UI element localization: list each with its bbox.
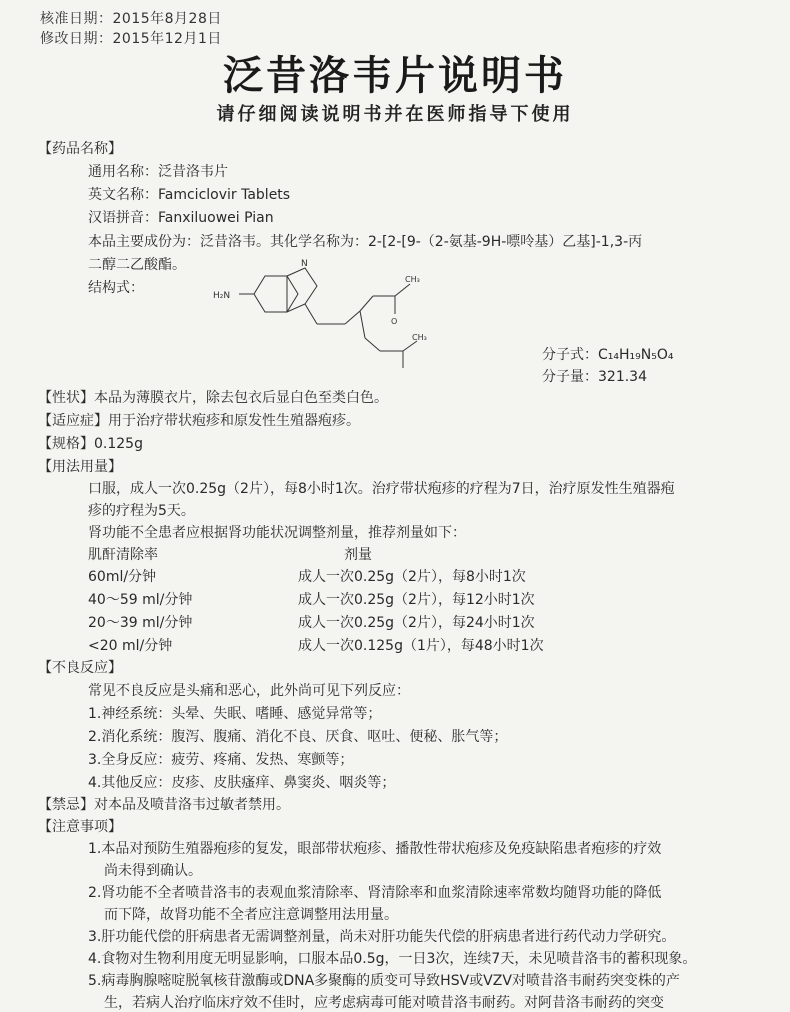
precaution-line-8: 生，若病人治疗临床疗效不佳时，应考虑病毒可能对喷昔洛韦耐药。对阿昔洛韦耐药的突变 (104, 995, 664, 1011)
col-dose-header: 剂量 (344, 547, 372, 563)
dose-4: 成人一次0.125g（1片），每48小时1次 (298, 638, 544, 654)
indications-text: 用于治疗带状疱疹和原发性生殖器疱疹。 (108, 413, 360, 429)
molecular-formula: 分子式：C₁₄H₁₉N₅O₄ (542, 347, 674, 363)
contra-text: 对本品及喷昔洛韦过敏者禁用。 (94, 797, 290, 813)
indications-row (38, 412, 360, 430)
properties-heading: 【性状】 (38, 390, 94, 406)
struct-ch3-1: CH₃ (405, 275, 420, 284)
dose-3: 成人一次0.25g（2片），每24小时1次 (298, 615, 535, 631)
contra-heading: 【禁忌】 (38, 797, 94, 813)
spec-row (38, 435, 143, 453)
properties-text: 本品为薄膜衣片，除去包衣后显白色至类白色。 (94, 390, 388, 406)
dosage-line-2: 疹的疗程为5天。 (88, 503, 195, 519)
page-subtitle: 请仔细阅读说明书并在医师指导下使用 (216, 104, 574, 125)
precaution-line-1: 1.本品对预防生殖器疱疹的复发，眼部带状疱疹、播散性带状疱疹及免疫缺陷患者疱疹的疗效 (88, 841, 662, 857)
ingredient-line-1: 本品主要成份为：泛昔洛韦。其化学名称为：2-[2-[9-（2-氨基-9H-嘌呤基）乙基]-1,3-丙 (88, 234, 643, 250)
structural-formula (205, 256, 435, 376)
dosage-line-1: 口服，成人一次0.25g（2片），每8小时1次。治疗带状疱疹的疗程为7日，治疗原发性生殖器疱 (88, 481, 675, 497)
indications-heading: 【适应症】 (38, 413, 108, 429)
precaution-line-5: 3.肝功能代偿的肝病患者无需调整剂量，尚未对肝功能失代偿的肝病患者进行药代动力学研究。 (88, 929, 676, 945)
molecular-weight: 分子量：321.34 (542, 369, 647, 385)
properties-row (38, 389, 388, 407)
dosage-heading: 【用法用量】 (38, 459, 122, 475)
dose-2: 成人一次0.25g（2片），每12小时1次 (298, 592, 535, 608)
clearance-4: <20 ml/分钟 (88, 638, 173, 654)
dose-1: 成人一次0.25g（2片），每8小时1次 (298, 569, 526, 585)
ingredient-line-2: 二醇二乙酸酯。 (88, 257, 186, 273)
adverse-item-3: 3.全身反应：疲劳、疼痛、发热、寒颤等； (88, 752, 354, 768)
precautions-heading: 【注意事项】 (38, 819, 122, 835)
renal-intro: 肾功能不全患者应根据肾功能状况调整剂量，推荐剂量如下： (88, 525, 466, 541)
precaution-line-6: 4.食物对生物利用度无明显影响，口服本品0.5g，一日3次，连续7天，未见喷昔洛韦的蓄积现象。 (88, 951, 697, 967)
struct-h2n: H₂N (213, 291, 231, 301)
col-clearance-header: 肌酐清除率 (88, 547, 158, 563)
structure-label: 结构式： (88, 280, 144, 296)
adverse-heading: 【不良反应】 (38, 660, 122, 676)
precaution-line-4: 而下降，故肾功能不全者应注意调整用法用量。 (104, 907, 398, 923)
adverse-item-2: 2.消化系统：腹泻、腹痛、消化不良、厌食、呕吐、便秘、胀气等； (88, 729, 508, 745)
spec-heading: 【规格】 (38, 436, 94, 452)
adverse-item-4: 4.其他反应：皮疹、皮肤瘙痒、鼻窦炎、咽炎等； (88, 775, 396, 791)
english-name: 英文名称：Famciclovir Tablets (88, 187, 291, 203)
clearance-1: 60ml/分钟 (88, 569, 157, 585)
revision-date: 修改日期：2015年12月1日 (40, 31, 222, 47)
page-title: 泛昔洛韦片说明书 (223, 53, 567, 99)
pinyin-name: 汉语拼音：Fanxiluowei Pian (88, 210, 274, 226)
contra-row (38, 796, 290, 814)
precaution-line-7: 5.病毒胸腺嘧啶脱氧核苷激酶或DNA多聚酶的质变可导致HSV或VZV对喷昔洛韦耐药突变株的产 (88, 973, 680, 989)
clearance-3: 20～39 ml/分钟 (88, 615, 193, 631)
precaution-line-2: 尚未得到确认。 (104, 863, 202, 879)
struct-ch3-2: CH₃ (412, 333, 427, 342)
clearance-2: 40～59 ml/分钟 (88, 592, 193, 608)
adverse-intro: 常见不良反应是头痛和恶心，此外尚可见下列反应： (88, 683, 410, 699)
struct-o-1: O (391, 317, 398, 326)
adverse-item-1: 1.神经系统：头晕、失眠、嗜睡、感觉异常等； (88, 706, 382, 722)
spec-text: 0.125g (94, 436, 143, 452)
approval-date: 核准日期：2015年8月28日 (40, 11, 222, 27)
precaution-line-3: 2.肾功能不全者喷昔洛韦的表观血浆清除率、肾清除率和血浆清除速率常数均随肾功能的降低 (88, 885, 662, 901)
generic-name: 通用名称：泛昔洛韦片 (88, 164, 228, 180)
drug-name-heading: 【药品名称】 (38, 141, 122, 157)
struct-n: N (301, 259, 308, 269)
